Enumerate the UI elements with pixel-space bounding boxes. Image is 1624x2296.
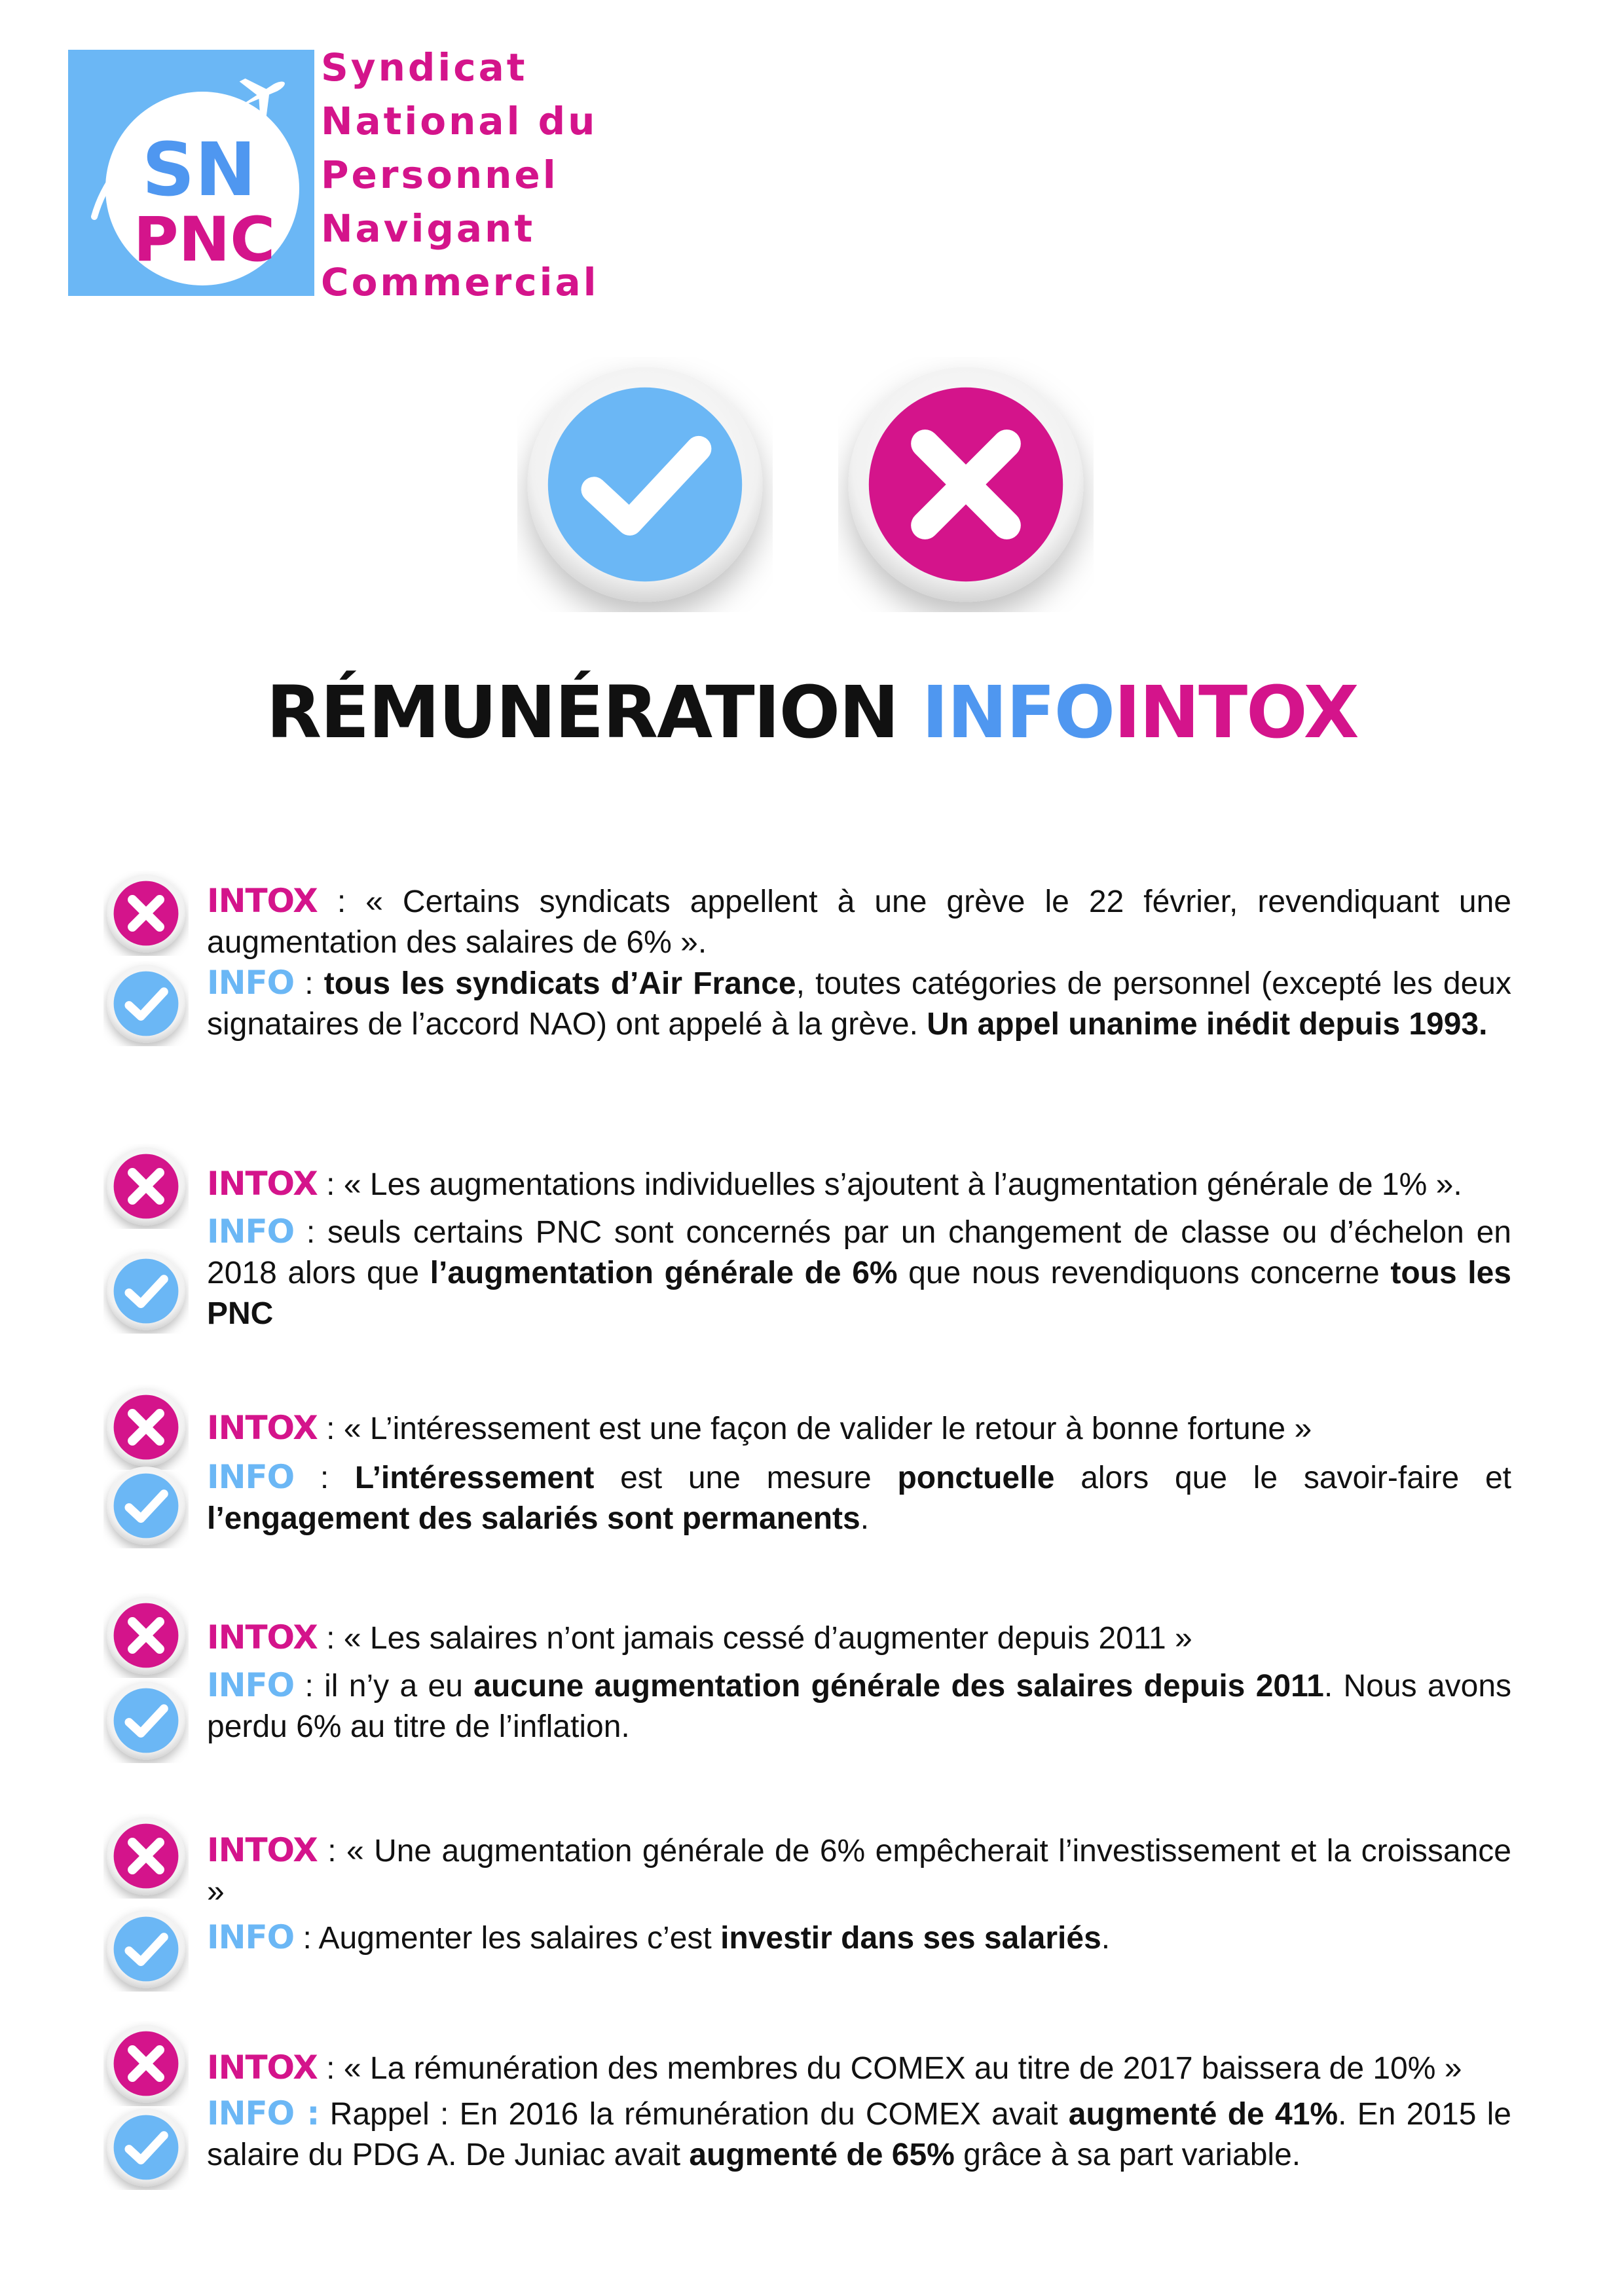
check-icon: [103, 961, 189, 1046]
info-text-bold: tous les PNC: [207, 1256, 1511, 1331]
info-text-bold: Un appel unanime inédit depuis 1993.: [927, 1007, 1488, 1042]
info-text: [294, 1921, 1110, 1956]
info-text: [207, 1669, 1511, 1744]
info-line: [207, 1665, 1511, 1747]
intox-line: [207, 881, 1511, 963]
info-text-segment: :: [294, 966, 324, 1001]
title-word-intox: INTOX: [1114, 670, 1358, 754]
info-text-segment: : Augmenter les salaires c’est: [294, 1921, 721, 1956]
info-text-bold: augmenté de 41%: [1068, 2097, 1338, 2132]
intox-text: : « Les salaires n’ont jamais cessé d’augmenter depuis 2011 »: [317, 1621, 1192, 1656]
intox-text: : « Certains syndicats appellent à une grève le 22 février, revendiquant une augmentation des salaires de 6% ».: [207, 884, 1511, 960]
intox-line: [207, 1163, 1511, 1205]
info-line: [207, 1457, 1511, 1539]
info-text-bold: ponctuelle: [897, 1461, 1055, 1495]
info-text-segment: .: [1101, 1921, 1111, 1956]
info-text-segment: : il n’y a eu: [294, 1669, 474, 1704]
info-tag: INFO: [207, 1458, 295, 1496]
cross-icon: [103, 871, 189, 956]
info-tag: INFO: [207, 964, 295, 1002]
info-text: [207, 2097, 1511, 2172]
info-text-segment: que nous revendiquons concerne: [897, 1256, 1391, 1290]
info-text: [207, 1461, 1511, 1536]
org-name-line: National du: [321, 99, 598, 143]
intox-tag: INTOX: [207, 1618, 318, 1656]
title-word-remuneration: RÉMUNÉRATION: [266, 670, 898, 754]
check-icon: [103, 1906, 189, 1992]
info-text-bold: aucune augmentation générale des salaires depuis 2011: [473, 1669, 1324, 1704]
info-text: [207, 1215, 1511, 1331]
intox-tag: INTOX: [207, 1409, 318, 1447]
intox-line: [207, 1617, 1511, 1659]
hero-cross-icon: [838, 357, 1094, 612]
logo-letters-sn: SN: [141, 128, 257, 213]
org-name-line: Personnel: [321, 153, 559, 197]
info-text-segment: alors que le savoir-faire et: [1054, 1461, 1511, 1495]
check-icon: [103, 1678, 189, 1763]
org-name-line: Commercial: [321, 260, 599, 304]
info-tag: INFO :: [207, 2094, 320, 2132]
logo-letters-pnc: PNC: [133, 204, 276, 276]
info-line: [207, 1917, 1511, 1959]
info-text: [207, 966, 1511, 1042]
org-name-line: Syndicat: [321, 45, 528, 90]
cross-icon: [103, 1813, 189, 1899]
info-text-segment: grâce à sa part variable.: [954, 2138, 1301, 2172]
check-icon: [103, 1248, 189, 1334]
info-text-segment: :: [294, 1461, 355, 1495]
info-text-bold: tous les syndicats d’Air France: [323, 966, 796, 1001]
info-tag: INFO: [207, 1212, 295, 1250]
info-text-bold: L’intéressement: [354, 1461, 595, 1495]
intox-tag: INTOX: [207, 2049, 318, 2086]
info-text-segment: . En 2015 le salaire du PDG A. De Juniac avait: [207, 2097, 1511, 2172]
info-line: [207, 1211, 1511, 1334]
organization-name: [321, 41, 599, 309]
intox-line: [207, 2047, 1511, 2089]
check-icon: [103, 1463, 189, 1548]
hero-check-icon: [517, 357, 773, 612]
info-text-segment: .: [860, 1501, 870, 1536]
intox-line: [207, 1830, 1511, 1912]
intox-text: : « Les augmentations individuelles s’ajoutent à l’augmentation générale de 1% ».: [317, 1167, 1462, 1202]
org-name-line: Navigant: [321, 206, 536, 251]
intox-text: : « La rémunération des membres du COMEX au titre de 2017 baissera de 10% »: [317, 2051, 1462, 2086]
info-tag: INFO: [207, 1918, 295, 1956]
info-text-bold: investir dans ses salariés: [720, 1921, 1101, 1956]
intox-text: : « Une augmentation générale de 6% empêcherait l’investissement et la croissance »: [207, 1834, 1511, 1909]
page-title: [0, 666, 1624, 758]
info-text-segment: : seuls certains PNC sont concernés par un changement de classe ou d’échelon en 2018 alors que: [207, 1215, 1511, 1290]
info-text-segment: . Nous avons perdu 6% au titre de l’inflation.: [207, 1669, 1512, 1744]
info-line: [207, 2093, 1511, 2176]
info-text-bold: l’engagement des salariés sont permanents: [207, 1501, 860, 1536]
cross-icon: [103, 1385, 189, 1470]
snpnc-logo: [68, 50, 314, 296]
cross-icon: [103, 1593, 189, 1678]
info-text-bold: l’augmentation générale de 6%: [430, 1256, 898, 1290]
intox-tag: INTOX: [207, 1165, 318, 1203]
title-word-info: INFO: [921, 670, 1115, 754]
info-text-segment: , toutes catégories de personnel (excepté les deux signataires de l’accord NAO) ont appelé à la grève.: [207, 966, 1511, 1042]
info-text-bold: augmenté de 65%: [689, 2138, 955, 2172]
info-text-segment: Rappel : En 2016 la rémunération du COMEX avait: [319, 2097, 1069, 2132]
info-text-segment: est une mesure: [594, 1461, 898, 1495]
info-tag: INFO: [207, 1666, 295, 1704]
intox-tag: INTOX: [207, 1831, 318, 1869]
intox-line: [207, 1408, 1511, 1449]
check-icon: [103, 2105, 189, 2190]
intox-text: : « L’intéressement est une façon de valider le retour à bonne fortune »: [317, 1412, 1312, 1446]
intox-tag: INTOX: [207, 882, 318, 920]
cross-icon: [103, 1144, 189, 1229]
info-line: [207, 962, 1511, 1045]
cross-icon: [103, 2021, 189, 2106]
